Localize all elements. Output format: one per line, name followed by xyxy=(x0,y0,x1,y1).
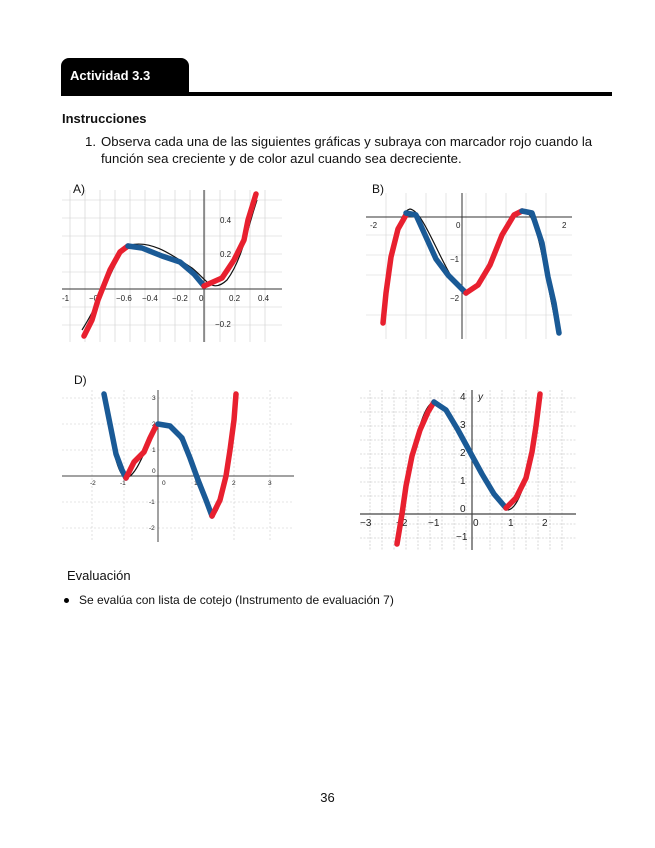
graph-c-y-tick: 1 xyxy=(152,447,156,454)
graph-d-x-tick: −3 xyxy=(360,518,372,529)
graph-a-y-tick: 0.2 xyxy=(220,250,232,259)
graph-c-x-tick: 2 xyxy=(232,480,236,487)
graph-d-y-tick: 2 xyxy=(460,448,466,459)
graph-a-y-tick: 0.4 xyxy=(220,216,232,225)
graph-b-label: B) xyxy=(372,182,384,196)
graph-b-y-tick: −2 xyxy=(450,294,460,303)
graph-c-x-tick: 3 xyxy=(268,480,272,487)
graph-d-x-tick: 2 xyxy=(542,518,548,529)
instruction-text: Observa cada una de las siguientes gráficas y subraya con marcador rojo cuando la función sea creciente y de color azul cuando sea decreciente. xyxy=(101,134,593,166)
graph-b-x-tick: 0 xyxy=(456,221,461,230)
graph-a-x-tick: −0.4 xyxy=(142,294,158,303)
graph-d-y-tick: −1 xyxy=(456,532,468,543)
graph-a-label: A) xyxy=(73,182,85,196)
graph-a xyxy=(62,190,282,342)
graph-a-x-tick: 0.2 xyxy=(229,294,241,303)
graph-b-y-tick: −1 xyxy=(450,255,460,264)
graph-a-y-tick: −0.2 xyxy=(215,320,231,329)
graph-c-y-tick: -2 xyxy=(149,525,155,532)
graph-d-y-tick: 4 xyxy=(460,392,466,403)
evaluation-item-text: Se evalúa con lista de cotejo (Instrumento de evaluación 7) xyxy=(79,593,394,607)
page-number: 36 xyxy=(320,790,335,805)
instructions-title: Instrucciones xyxy=(62,111,147,126)
graph-c-y-tick: -1 xyxy=(149,499,155,506)
graph-d-x-tick: −2 xyxy=(396,518,408,529)
graph-c-y-tick: 2 xyxy=(152,421,156,428)
graph-c-x-tick: 0 xyxy=(162,480,166,487)
graph-d-y-axis-label: y xyxy=(478,392,483,403)
graph-d-label: D) xyxy=(74,373,87,387)
instruction-item xyxy=(85,133,605,167)
graph-c-x-tick: -1 xyxy=(120,480,126,487)
graph-a-x-tick: −0 xyxy=(89,294,99,303)
graph-a-x-tick: 0 xyxy=(199,294,204,303)
graph-d xyxy=(360,390,576,550)
graph-c-y-tick: 3 xyxy=(152,395,156,402)
graph-d-x-tick: 1 xyxy=(508,518,514,529)
graph-b-x-tick: -2 xyxy=(370,221,378,230)
instruction-number: 1. xyxy=(85,134,96,149)
bullet-icon xyxy=(64,598,69,603)
graph-c-x-tick: 1 xyxy=(194,480,198,487)
graph-b xyxy=(366,193,572,339)
graph-b-x-tick: 2 xyxy=(562,221,567,230)
graph-d-y-tick: 0 xyxy=(460,504,466,515)
graph-a-x-tick: −0.2 xyxy=(172,294,188,303)
graph-d-y-tick: 1 xyxy=(460,476,466,487)
graph-c-y-tick: 0 xyxy=(152,468,156,475)
evaluation-item xyxy=(64,593,394,607)
graph-a-x-tick: −0.6 xyxy=(116,294,132,303)
graph-d-y-tick: 3 xyxy=(460,420,466,431)
activity-tab xyxy=(61,58,189,94)
evaluation-title: Evaluación xyxy=(67,568,131,583)
header-rule xyxy=(61,92,612,96)
activity-title: Actividad 3.3 xyxy=(70,68,151,83)
graph-c-x-tick: -2 xyxy=(90,480,96,487)
graph-d-x-tick: 0 xyxy=(473,518,479,529)
graph-a-x-tick: -1 xyxy=(62,294,70,303)
graph-c xyxy=(62,390,294,542)
graph-a-x-tick: 0.4 xyxy=(258,294,270,303)
graph-d-x-tick: −1 xyxy=(428,518,440,529)
